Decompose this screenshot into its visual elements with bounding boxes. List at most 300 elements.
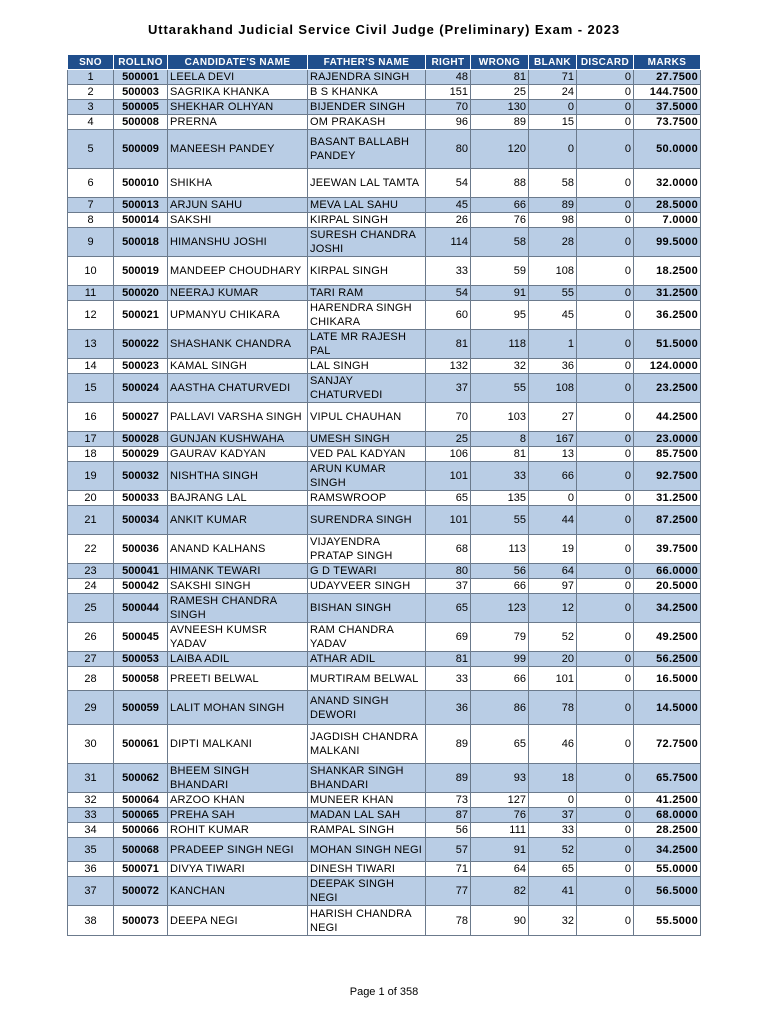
cell-blank: 97	[529, 579, 577, 594]
table-row	[68, 623, 701, 652]
cell-candidate-name: KAMAL SINGH	[168, 359, 308, 374]
cell-rollno: 500008	[114, 115, 168, 130]
cell-right: 45	[426, 198, 471, 213]
cell-blank: 37	[529, 808, 577, 823]
cell-blank: 0	[529, 491, 577, 506]
cell-blank: 1	[529, 330, 577, 359]
cell-father-name: LAL SINGH	[308, 359, 426, 374]
cell-sno: 23	[68, 564, 114, 579]
cell-father-name: DEEPAK SINGH NEGI	[308, 877, 426, 906]
cell-right: 70	[426, 403, 471, 432]
cell-candidate-name: AASTHA CHATURVEDI	[168, 374, 308, 403]
cell-candidate-name: PRERNA	[168, 115, 308, 130]
cell-wrong: 81	[471, 447, 529, 462]
cell-marks: 51.5000	[634, 330, 701, 359]
col-header-sno: SNO	[68, 55, 114, 70]
cell-rollno: 500021	[114, 301, 168, 330]
cell-candidate-name: BAJRANG LAL	[168, 491, 308, 506]
cell-wrong: 135	[471, 491, 529, 506]
cell-blank: 13	[529, 447, 577, 462]
cell-father-name: ATHAR ADIL	[308, 652, 426, 667]
page-number: Page 1 of 358	[349, 986, 419, 998]
cell-blank: 15	[529, 115, 577, 130]
cell-discard: 0	[577, 667, 634, 691]
cell-discard: 0	[577, 564, 634, 579]
cell-marks: 50.0000	[634, 130, 701, 169]
table-row	[68, 793, 701, 808]
table-row	[68, 535, 701, 564]
table-row	[68, 330, 701, 359]
cell-marks: 28.5000	[634, 198, 701, 213]
cell-blank: 52	[529, 838, 577, 862]
table-row	[68, 579, 701, 594]
cell-right: 68	[426, 535, 471, 564]
cell-rollno: 500068	[114, 838, 168, 862]
cell-sno: 8	[68, 213, 114, 228]
cell-marks: 20.5000	[634, 579, 701, 594]
cell-wrong: 99	[471, 652, 529, 667]
cell-wrong: 111	[471, 823, 529, 838]
table-row	[68, 301, 701, 330]
cell-right: 101	[426, 506, 471, 535]
cell-marks: 27.7500	[634, 70, 701, 85]
cell-rollno: 500029	[114, 447, 168, 462]
cell-father-name: UDAYVEER SINGH	[308, 579, 426, 594]
table-row	[68, 169, 701, 198]
table-row	[68, 115, 701, 130]
table-row	[68, 808, 701, 823]
col-header-wrong: WRONG	[471, 55, 529, 70]
cell-father-name: OM PRAKASH	[308, 115, 426, 130]
cell-sno: 20	[68, 491, 114, 506]
cell-sno: 7	[68, 198, 114, 213]
cell-marks: 66.0000	[634, 564, 701, 579]
cell-discard: 0	[577, 838, 634, 862]
cell-marks: 55.0000	[634, 862, 701, 877]
cell-sno: 11	[68, 286, 114, 301]
cell-right: 73	[426, 793, 471, 808]
cell-candidate-name: AVNEESH KUMSR YADAV	[168, 623, 308, 652]
cell-discard: 0	[577, 462, 634, 491]
table-row	[68, 432, 701, 447]
cell-discard: 0	[577, 257, 634, 286]
cell-wrong: 59	[471, 257, 529, 286]
cell-rollno: 500059	[114, 691, 168, 725]
cell-wrong: 91	[471, 286, 529, 301]
cell-sno: 5	[68, 130, 114, 169]
cell-wrong: 118	[471, 330, 529, 359]
cell-marks: 49.2500	[634, 623, 701, 652]
cell-sno: 38	[68, 906, 114, 936]
cell-father-name: B S KHANKA	[308, 85, 426, 100]
table-row	[68, 100, 701, 115]
cell-marks: 18.2500	[634, 257, 701, 286]
table-row	[68, 257, 701, 286]
cell-blank: 0	[529, 130, 577, 169]
cell-wrong: 89	[471, 115, 529, 130]
cell-right: 151	[426, 85, 471, 100]
cell-candidate-name: SAGRIKA KHANKA	[168, 85, 308, 100]
cell-father-name: SURENDRA SINGH	[308, 506, 426, 535]
cell-rollno: 500010	[114, 169, 168, 198]
cell-candidate-name: DIPTI MALKANI	[168, 725, 308, 764]
cell-sno: 13	[68, 330, 114, 359]
cell-right: 25	[426, 432, 471, 447]
cell-sno: 34	[68, 823, 114, 838]
cell-wrong: 55	[471, 506, 529, 535]
cell-blank: 41	[529, 877, 577, 906]
cell-right: 69	[426, 623, 471, 652]
cell-rollno: 500058	[114, 667, 168, 691]
cell-right: 132	[426, 359, 471, 374]
cell-right: 101	[426, 462, 471, 491]
cell-blank: 65	[529, 862, 577, 877]
cell-marks: 36.2500	[634, 301, 701, 330]
cell-blank: 33	[529, 823, 577, 838]
cell-blank: 78	[529, 691, 577, 725]
cell-candidate-name: SHEKHAR OLHYAN	[168, 100, 308, 115]
cell-marks: 65.7500	[634, 764, 701, 793]
cell-sno: 2	[68, 85, 114, 100]
cell-father-name: HARISH CHANDRA NEGI	[308, 906, 426, 936]
cell-candidate-name: ROHIT KUMAR	[168, 823, 308, 838]
cell-discard: 0	[577, 862, 634, 877]
cell-discard: 0	[577, 115, 634, 130]
cell-marks: 44.2500	[634, 403, 701, 432]
cell-discard: 0	[577, 70, 634, 85]
cell-candidate-name: PREHA SAH	[168, 808, 308, 823]
cell-blank: 36	[529, 359, 577, 374]
col-header-marks: MARKS	[634, 55, 701, 70]
cell-father-name: DINESH TIWARI	[308, 862, 426, 877]
cell-discard: 0	[577, 432, 634, 447]
cell-candidate-name: LALIT MOHAN SINGH	[168, 691, 308, 725]
cell-wrong: 91	[471, 838, 529, 862]
cell-marks: 28.2500	[634, 823, 701, 838]
cell-rollno: 500013	[114, 198, 168, 213]
cell-rollno: 500027	[114, 403, 168, 432]
cell-wrong: 90	[471, 906, 529, 936]
cell-wrong: 82	[471, 877, 529, 906]
cell-discard: 0	[577, 808, 634, 823]
cell-discard: 0	[577, 877, 634, 906]
cell-discard: 0	[577, 652, 634, 667]
table-row	[68, 862, 701, 877]
cell-candidate-name: SAKSHI	[168, 213, 308, 228]
cell-discard: 0	[577, 491, 634, 506]
cell-father-name: SURESH CHANDRA JOSHI	[308, 228, 426, 257]
cell-candidate-name: UPMANYU CHIKARA	[168, 301, 308, 330]
cell-discard: 0	[577, 506, 634, 535]
cell-blank: 46	[529, 725, 577, 764]
cell-marks: 14.5000	[634, 691, 701, 725]
cell-marks: 23.2500	[634, 374, 701, 403]
cell-discard: 0	[577, 169, 634, 198]
cell-right: 37	[426, 374, 471, 403]
cell-blank: 12	[529, 594, 577, 623]
cell-father-name: KIRPAL SINGH	[308, 213, 426, 228]
cell-candidate-name: LEELA DEVI	[168, 70, 308, 85]
cell-sno: 21	[68, 506, 114, 535]
table-row	[68, 70, 701, 85]
cell-blank: 20	[529, 652, 577, 667]
table-row	[68, 691, 701, 725]
cell-rollno: 500065	[114, 808, 168, 823]
cell-sno: 30	[68, 725, 114, 764]
table-row	[68, 506, 701, 535]
cell-discard: 0	[577, 691, 634, 725]
cell-discard: 0	[577, 286, 634, 301]
cell-marks: 85.7500	[634, 447, 701, 462]
cell-candidate-name: HIMANK TEWARI	[168, 564, 308, 579]
col-header-father-name: FATHER'S NAME	[308, 55, 426, 70]
cell-sno: 32	[68, 793, 114, 808]
cell-right: 65	[426, 594, 471, 623]
cell-right: 81	[426, 330, 471, 359]
cell-sno: 24	[68, 579, 114, 594]
cell-right: 70	[426, 100, 471, 115]
cell-rollno: 500014	[114, 213, 168, 228]
cell-candidate-name: HIMANSHU JOSHI	[168, 228, 308, 257]
cell-blank: 108	[529, 257, 577, 286]
cell-marks: 99.5000	[634, 228, 701, 257]
cell-candidate-name: LAIBA ADIL	[168, 652, 308, 667]
cell-rollno: 500045	[114, 623, 168, 652]
cell-blank: 89	[529, 198, 577, 213]
cell-rollno: 500073	[114, 906, 168, 936]
cell-rollno: 500001	[114, 70, 168, 85]
table-row	[68, 85, 701, 100]
cell-sno: 14	[68, 359, 114, 374]
cell-candidate-name: PREETI BELWAL	[168, 667, 308, 691]
cell-wrong: 8	[471, 432, 529, 447]
cell-sno: 25	[68, 594, 114, 623]
cell-right: 106	[426, 447, 471, 462]
cell-sno: 33	[68, 808, 114, 823]
cell-right: 80	[426, 130, 471, 169]
cell-wrong: 88	[471, 169, 529, 198]
cell-wrong: 64	[471, 862, 529, 877]
cell-sno: 4	[68, 115, 114, 130]
cell-father-name: MADAN LAL SAH	[308, 808, 426, 823]
cell-wrong: 93	[471, 764, 529, 793]
cell-sno: 27	[68, 652, 114, 667]
table-row	[68, 725, 701, 764]
cell-marks: 23.0000	[634, 432, 701, 447]
cell-right: 96	[426, 115, 471, 130]
cell-discard: 0	[577, 330, 634, 359]
table-row	[68, 906, 701, 936]
cell-discard: 0	[577, 725, 634, 764]
cell-rollno: 500003	[114, 85, 168, 100]
cell-father-name: VIPUL CHAUHAN	[308, 403, 426, 432]
cell-marks: 68.0000	[634, 808, 701, 823]
cell-father-name: VIJAYENDRA PRATAP SINGH	[308, 535, 426, 564]
table-body	[68, 70, 701, 936]
cell-blank: 27	[529, 403, 577, 432]
cell-blank: 101	[529, 667, 577, 691]
cell-father-name: MEVA LAL SAHU	[308, 198, 426, 213]
cell-rollno: 500009	[114, 130, 168, 169]
cell-marks: 56.2500	[634, 652, 701, 667]
cell-father-name: JAGDISH CHANDRA MALKANI	[308, 725, 426, 764]
cell-wrong: 130	[471, 100, 529, 115]
cell-blank: 108	[529, 374, 577, 403]
cell-marks: 72.7500	[634, 725, 701, 764]
cell-wrong: 127	[471, 793, 529, 808]
cell-wrong: 120	[471, 130, 529, 169]
cell-wrong: 65	[471, 725, 529, 764]
cell-discard: 0	[577, 535, 634, 564]
cell-father-name: RAJENDRA SINGH	[308, 70, 426, 85]
cell-rollno: 500072	[114, 877, 168, 906]
cell-father-name: SHANKAR SINGH BHANDARI	[308, 764, 426, 793]
cell-blank: 18	[529, 764, 577, 793]
table-row	[68, 564, 701, 579]
cell-father-name: BISHAN SINGH	[308, 594, 426, 623]
cell-discard: 0	[577, 623, 634, 652]
cell-rollno: 500032	[114, 462, 168, 491]
cell-sno: 35	[68, 838, 114, 862]
table-row	[68, 764, 701, 793]
cell-sno: 18	[68, 447, 114, 462]
cell-candidate-name: BHEEM SINGH BHANDARI	[168, 764, 308, 793]
col-header-right: RIGHT	[426, 55, 471, 70]
cell-right: 60	[426, 301, 471, 330]
cell-wrong: 25	[471, 85, 529, 100]
cell-wrong: 81	[471, 70, 529, 85]
cell-blank: 52	[529, 623, 577, 652]
cell-candidate-name: SHASHANK CHANDRA	[168, 330, 308, 359]
cell-sno: 31	[68, 764, 114, 793]
cell-right: 114	[426, 228, 471, 257]
cell-father-name: UMESH SINGH	[308, 432, 426, 447]
cell-right: 54	[426, 286, 471, 301]
cell-blank: 0	[529, 100, 577, 115]
cell-father-name: MUNEER KHAN	[308, 793, 426, 808]
cell-right: 80	[426, 564, 471, 579]
cell-blank: 71	[529, 70, 577, 85]
table-row	[68, 594, 701, 623]
cell-sno: 28	[68, 667, 114, 691]
cell-candidate-name: ANAND KALHANS	[168, 535, 308, 564]
cell-father-name: RAMPAL SINGH	[308, 823, 426, 838]
cell-marks: 34.2500	[634, 594, 701, 623]
table-row	[68, 130, 701, 169]
cell-candidate-name: RAMESH CHANDRA SINGH	[168, 594, 308, 623]
cell-marks: 37.5000	[634, 100, 701, 115]
cell-right: 48	[426, 70, 471, 85]
cell-sno: 17	[68, 432, 114, 447]
cell-candidate-name: GAURAV KADYAN	[168, 447, 308, 462]
cell-wrong: 66	[471, 667, 529, 691]
cell-right: 56	[426, 823, 471, 838]
cell-candidate-name: ARZOO KHAN	[168, 793, 308, 808]
cell-wrong: 113	[471, 535, 529, 564]
cell-candidate-name: ARJUN SAHU	[168, 198, 308, 213]
cell-discard: 0	[577, 447, 634, 462]
cell-marks: 144.7500	[634, 85, 701, 100]
cell-blank: 167	[529, 432, 577, 447]
cell-father-name: RAM CHANDRA YADAV	[308, 623, 426, 652]
cell-wrong: 79	[471, 623, 529, 652]
cell-rollno: 500036	[114, 535, 168, 564]
cell-marks: 56.5000	[634, 877, 701, 906]
cell-father-name: JEEWAN LAL TAMTA	[308, 169, 426, 198]
cell-blank: 19	[529, 535, 577, 564]
cell-sno: 36	[68, 862, 114, 877]
cell-candidate-name: GUNJAN KUSHWAHA	[168, 432, 308, 447]
cell-candidate-name: MANEESH PANDEY	[168, 130, 308, 169]
cell-wrong: 55	[471, 374, 529, 403]
cell-right: 89	[426, 725, 471, 764]
cell-father-name: RAMSWROOP	[308, 491, 426, 506]
cell-father-name: ANAND SINGH DEWORI	[308, 691, 426, 725]
cell-blank: 0	[529, 793, 577, 808]
cell-right: 78	[426, 906, 471, 936]
cell-candidate-name: DIVYA TIWARI	[168, 862, 308, 877]
cell-right: 54	[426, 169, 471, 198]
cell-marks: 55.5000	[634, 906, 701, 936]
cell-sno: 26	[68, 623, 114, 652]
cell-wrong: 76	[471, 808, 529, 823]
cell-discard: 0	[577, 198, 634, 213]
cell-discard: 0	[577, 359, 634, 374]
cell-marks: 16.5000	[634, 667, 701, 691]
table-row	[68, 198, 701, 213]
cell-marks: 92.7500	[634, 462, 701, 491]
cell-rollno: 500041	[114, 564, 168, 579]
table-row	[68, 462, 701, 491]
cell-discard: 0	[577, 374, 634, 403]
col-header-discard: DISCARD	[577, 55, 634, 70]
cell-right: 71	[426, 862, 471, 877]
cell-blank: 28	[529, 228, 577, 257]
cell-candidate-name: SHIKHA	[168, 169, 308, 198]
cell-rollno: 500044	[114, 594, 168, 623]
table-row	[68, 491, 701, 506]
cell-rollno: 500053	[114, 652, 168, 667]
cell-blank: 55	[529, 286, 577, 301]
cell-marks: 73.7500	[634, 115, 701, 130]
cell-father-name: HARENDRA SINGH CHIKARA	[308, 301, 426, 330]
table-row	[68, 823, 701, 838]
cell-candidate-name: KANCHAN	[168, 877, 308, 906]
cell-rollno: 500071	[114, 862, 168, 877]
cell-discard: 0	[577, 130, 634, 169]
cell-sno: 16	[68, 403, 114, 432]
cell-father-name: TARI RAM	[308, 286, 426, 301]
cell-right: 26	[426, 213, 471, 228]
cell-sno: 3	[68, 100, 114, 115]
table-header-row	[68, 55, 701, 70]
cell-right: 65	[426, 491, 471, 506]
cell-candidate-name: SAKSHI SINGH	[168, 579, 308, 594]
cell-wrong: 103	[471, 403, 529, 432]
cell-rollno: 500018	[114, 228, 168, 257]
cell-marks: 31.2500	[634, 286, 701, 301]
cell-marks: 41.2500	[634, 793, 701, 808]
table-row	[68, 213, 701, 228]
cell-rollno: 500066	[114, 823, 168, 838]
cell-discard: 0	[577, 301, 634, 330]
cell-candidate-name: NEERAJ KUMAR	[168, 286, 308, 301]
results-table	[67, 54, 701, 936]
cell-rollno: 500064	[114, 793, 168, 808]
cell-blank: 24	[529, 85, 577, 100]
cell-wrong: 56	[471, 564, 529, 579]
table-row	[68, 374, 701, 403]
